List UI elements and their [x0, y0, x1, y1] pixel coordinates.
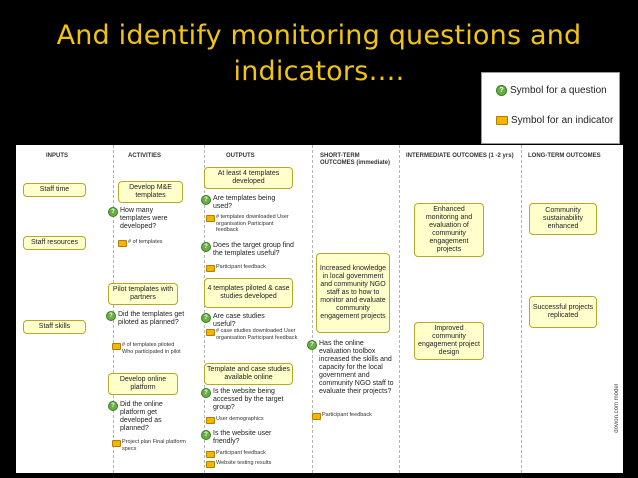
header-intermediate: INTERMEDIATE OUTCOMES (1 -2 yrs): [406, 153, 514, 159]
short-term-outcome-box: Increased knowledge in local government and community NGO staff as to how to monitor and evaluate community engagement projects: [316, 253, 390, 333]
header-long-term: LONG-TERM OUTCOMES: [528, 153, 601, 159]
output-box: Template and case studies available online: [204, 363, 293, 385]
column-divider: [399, 145, 400, 473]
indicator-item: Participant feedback: [312, 412, 392, 419]
header-inputs: INPUTS: [46, 153, 69, 159]
long-term-outcome-box: Successful projects replicated: [529, 296, 597, 328]
title-line-2: indicators….: [233, 56, 405, 87]
activity-box: Pilot templates with partners: [108, 283, 178, 305]
legend-indicator-row: [496, 115, 613, 126]
question-icon: ?: [201, 242, 211, 252]
indicator-icon: [206, 417, 215, 424]
intermediate-outcome-box: Enhanced monitoring and evaluation of community engagement projects: [414, 203, 484, 257]
indicator-item: # of templates: [118, 239, 178, 246]
indicator-item: Website testing results: [206, 460, 296, 467]
indicator-icon: [112, 343, 121, 350]
monitoring-question: ? Did the online platform get developed as planned?: [108, 401, 178, 433]
question-icon: ?: [201, 388, 211, 398]
input-box: Staff skills: [23, 320, 86, 334]
indicator-icon: [312, 413, 321, 420]
indicator-item: User demographics: [206, 416, 286, 423]
legend-indicator-label: Symbol for an indicator: [511, 115, 614, 126]
legend-question-label: Symbol for a question: [510, 85, 607, 96]
long-term-outcome-box: Community sustainability enhanced: [529, 203, 597, 235]
input-box: Staff time: [23, 183, 86, 197]
monitoring-question: ? Is the website being accessed by the target group?: [201, 388, 296, 412]
monitoring-question: ? How many templates were developed?: [108, 207, 180, 231]
output-box: 4 templates piloted & case studies developed: [204, 278, 293, 308]
question-icon: ?: [106, 311, 116, 321]
column-divider: [521, 145, 522, 473]
indicator-item: # of templates piloted Who participated in pilot: [112, 342, 186, 355]
indicator-item: Project plan Final platform specs: [112, 439, 192, 452]
indicator-item: Participant feedback: [206, 450, 286, 457]
indicator-item: # case studies downloaded User organisation Participant feedback: [206, 328, 301, 341]
indicator-icon: [496, 116, 508, 125]
input-box: Staff resources: [23, 236, 86, 250]
activity-box: Develop M&E templates: [118, 181, 183, 203]
logic-model-diagram: [16, 145, 623, 473]
monitoring-question: ? Did the templates get piloted as planned?: [106, 311, 186, 327]
question-icon: ?: [108, 207, 118, 217]
question-icon: ?: [108, 401, 118, 411]
indicator-icon: [118, 240, 127, 247]
header-outputs: OUTPUTS: [226, 153, 255, 159]
activity-box: Develop online platform: [108, 373, 178, 395]
monitoring-question: ? Are case studies useful?: [201, 313, 281, 329]
question-icon: ?: [496, 85, 507, 96]
header-short-term: SHORT-TERM OUTCOMES (immediate): [320, 153, 391, 166]
monitoring-question: ? Are templates being used?: [201, 195, 296, 211]
monitoring-question: ? Is the website user friendly?: [201, 430, 296, 446]
question-icon: ?: [201, 195, 211, 205]
indicator-icon: [206, 215, 215, 222]
indicator-item: # templates downloaded User organisation Participant feedback: [206, 214, 292, 234]
indicator-icon: [206, 265, 215, 272]
watermark: dovion.com model: [614, 384, 620, 433]
indicator-item: Participant feedback: [206, 264, 286, 271]
monitoring-question: ? Has the online evaluation toolbox increased the skills and capacity for the local government and community NGO staff to evaluate their projects?: [307, 340, 397, 396]
indicator-icon: [206, 461, 215, 468]
indicator-icon: [206, 329, 215, 336]
column-divider: [312, 145, 313, 473]
question-icon: ?: [201, 313, 211, 323]
monitoring-question: ? Does the target group find the templates useful?: [201, 242, 301, 258]
indicator-icon: [112, 440, 121, 447]
header-activities: ACTIVITIES: [128, 153, 162, 159]
legend-question-row: [496, 85, 607, 96]
title-line-1: And identify monitoring questions and: [56, 20, 582, 51]
question-icon: ?: [201, 430, 211, 440]
indicator-icon: [206, 451, 215, 458]
intermediate-outcome-box: Improved community engagement project design: [414, 322, 484, 360]
legend: [481, 72, 620, 144]
question-icon: ?: [307, 340, 317, 350]
output-box: At least 4 templates developed: [204, 167, 293, 189]
